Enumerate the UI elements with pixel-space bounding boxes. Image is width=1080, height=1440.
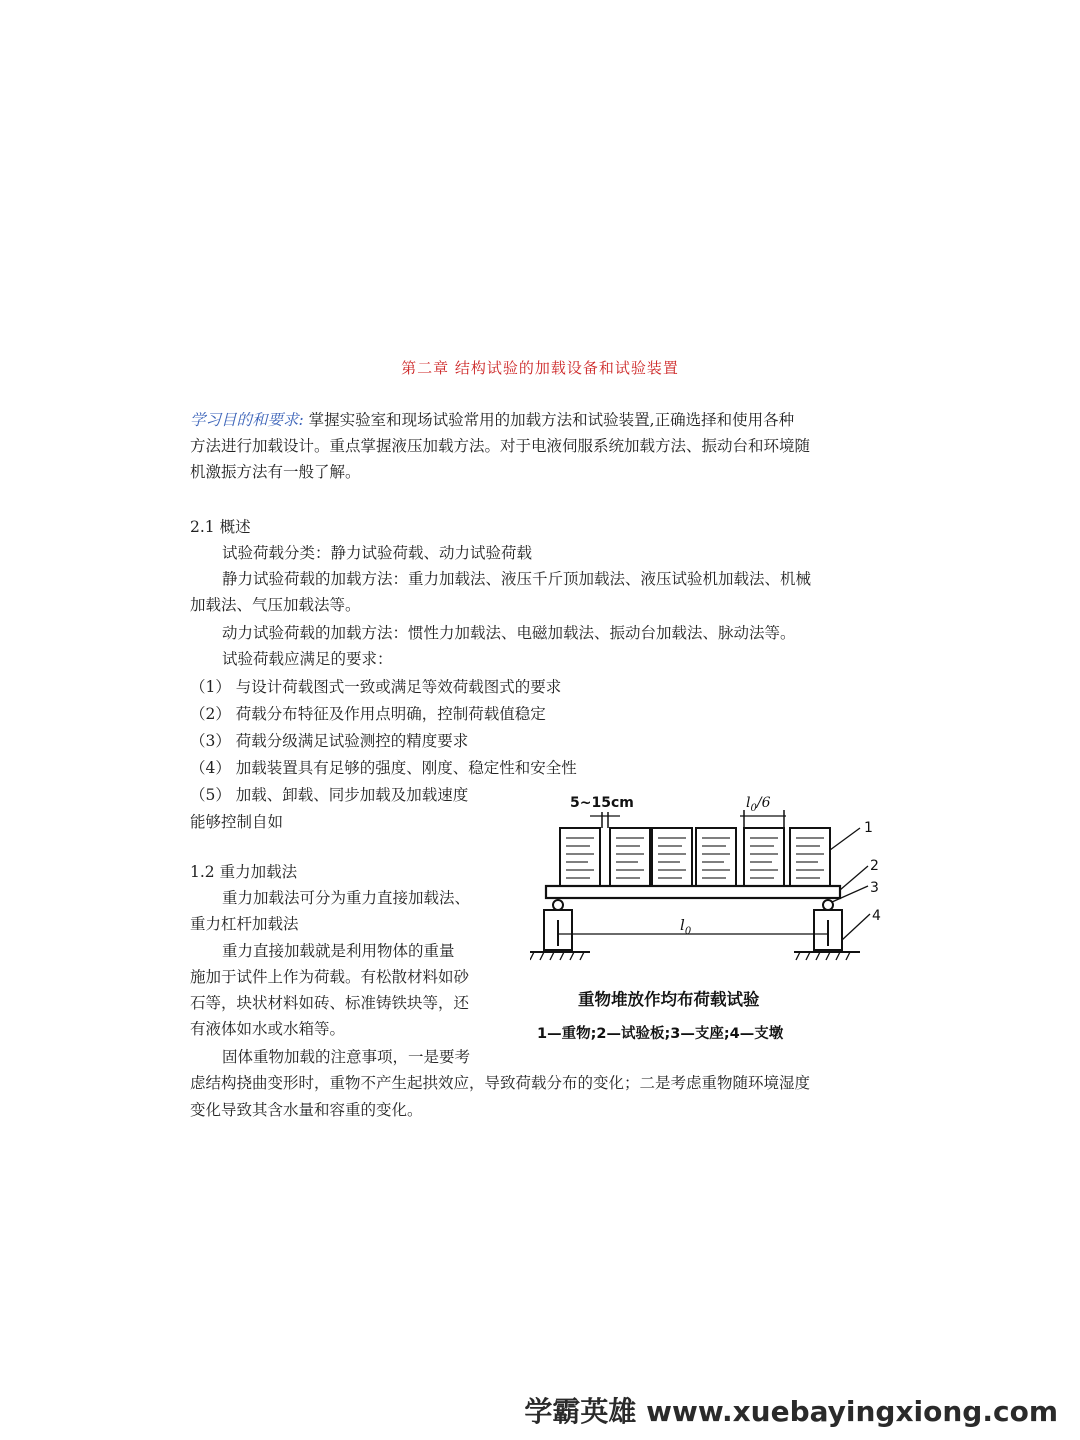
figure-legend: 1—重物;2—试验板;3—支座;4—支墩 [537,1026,784,1042]
figure-label-4: 4 [872,908,881,924]
weight-blocks [560,828,830,886]
section-2-p1a: 重力加载法可分为重力直接加载法、 [222,889,471,907]
intro-line-1 [190,407,794,433]
section-1-heading: 2.1 概述 [190,518,251,536]
section-2-heading: 1.2 重力加载法 [190,863,298,881]
requirement-item-4: （4） 加载装置具有足够的强度、刚度、稳定性和安全性 [190,759,577,777]
section-2-p2a: 重力直接加载就是利用物体的重量 [222,942,455,960]
figure-dim-span: $l_0/6$ [746,795,771,814]
section-2-p2b: 施加于试件上作为荷载。有松散材料如砂 [190,968,470,986]
weight-block [790,828,830,886]
support-right [823,900,833,910]
section-2-p1b: 重力杠杆加载法 [190,915,299,933]
section-1-p2b: 加载法、气压加载法等。 [190,596,361,614]
requirement-item-5-cont: 能够控制自如 [190,813,284,831]
weight-block [744,828,784,886]
support-left [553,900,563,910]
requirement-item-2: （2） 荷载分布特征及作用点明确，控制荷载值稳定 [190,705,546,723]
section-1-p1: 试验荷载分类：静力试验荷载、动力试验荷载 [222,544,533,562]
section-1-p4: 试验荷载应满足的要求： [222,650,393,668]
weight-block [696,828,736,886]
weight-block [652,828,692,886]
weight-block [560,828,600,886]
weight-block [610,828,650,886]
section-2-p3c: 变化导致其含水量和容重的变化。 [190,1101,423,1119]
figure-label-2: 2 [870,858,879,874]
intro-text-1: 掌握实验室和现场试验常用的加载方法和试验装置,正确选择和使用各种 [303,411,795,429]
intro-line-2: 方法进行加载设计。重点掌握液压加载方法。对于电液伺服系统加载方法、振动台和环境随 [190,437,811,455]
load-test-figure [530,780,890,980]
section-2-p2c: 石等，块状材料如砖、标准铸铁块等，还 [190,994,470,1012]
section-1-p3: 动力试验荷载的加载方法：惯性力加载法、电磁加载法、振动台加载法、脉动法等。 [222,624,796,642]
section-2-p3a: 固体重物加载的注意事项，一是要考 [222,1048,471,1066]
figure-label-1: 1 [864,820,873,836]
ground-hatch [530,952,850,960]
supports [544,900,842,950]
figure-label-3: 3 [870,880,879,896]
chapter-title: 第二章 结构试验的加载设备和试验装置 [401,359,679,377]
requirement-item-5: （5） 加载、卸载、同步加载及加载速度 [190,786,469,804]
figure-caption: 重物堆放作均布荷载试验 [578,990,760,1009]
span-label: $l_0$ [680,916,692,937]
section-2-p3b: 虑结构挠曲变形时，重物不产生起拱效应，导致荷载分布的变化；二是考虑重物随环境湿度 [190,1074,811,1092]
figure-dim-gap: 5~15cm [570,795,634,811]
intro-label: 学习目的和要求: [190,411,304,429]
requirement-item-1: （1） 与设计荷载图式一致或满足等效荷载图式的要求 [190,678,562,696]
section-2-p2d: 有液体如水或水箱等。 [190,1020,346,1038]
test-slab [546,886,840,898]
site-watermark: 学霸英雄 www.xuebayingxiong.com [524,1395,1058,1428]
section-1-p2a: 静力试验荷载的加载方法：重力加载法、液压千斤顶加载法、液压试验机加载法、机械 [222,570,812,588]
intro-line-3: 机激振方法有一般了解。 [190,463,361,481]
requirement-item-3: （3） 荷载分级满足试验测控的精度要求 [190,732,469,750]
